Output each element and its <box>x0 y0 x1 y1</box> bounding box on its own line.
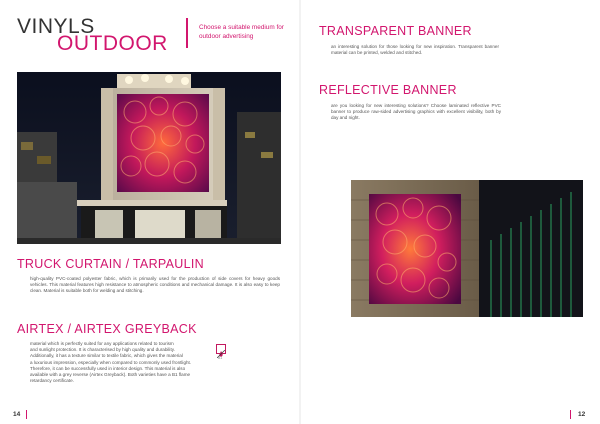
airtex-body-line: Therefore, it can be successfully used in interior design. This material is also <box>30 365 186 371</box>
page-number-divider <box>570 410 571 419</box>
transparent-banner-body: an interesting solution for those looking for new inspiration. Transparent banner material can be printed, welded and stitched. <box>331 44 499 56</box>
page-number-right: 12 <box>578 411 586 418</box>
reflective-banner-photo <box>351 180 583 317</box>
airtex-body-line: retardancy certificate. <box>30 378 74 384</box>
icon-caption: B1 <box>218 356 223 360</box>
building-night-photo <box>17 72 281 244</box>
fire-certificate-icon <box>216 344 226 354</box>
airtex-body-line: available with a grey reverse (Airtex Greyback). Both varieties have a B1 flame <box>30 372 191 378</box>
airtex-body <box>30 341 208 384</box>
title-divider <box>186 18 188 48</box>
tagline: Choose a suitable medium for outdoor advertising <box>199 24 284 40</box>
transparent-banner-heading: TRANSPARENT BANNER <box>319 24 472 38</box>
reflective-banner-body: are you looking for new interesting solutions? Choose laminated reflective PVC banner to produce raw-sided advertising graphics with excellent visibility, both by day and night. <box>331 103 501 121</box>
airtex-heading: AIRTEX / AIRTEX GREYBACK <box>17 322 197 336</box>
title-outdoor: OUTDOOR <box>57 32 168 55</box>
title-vinyls: VINYLS <box>17 15 95 38</box>
airtex-body-line: material which is perfectly suited for any applications related to tourism <box>30 341 174 346</box>
airtex-body-line: and sunlight protection. It is characterised by high quality and durability. <box>30 347 175 353</box>
reflective-banner-heading: REFLECTIVE BANNER <box>319 83 457 97</box>
truck-curtain-body: high-quality PVC-coated polyester fabric, which is primarily used for the production of side covers for heavy goods vehicles. This material features high resistance to atmospheric conditions and mechanical damage. It is also easy to keep clean. Material is suitable both for welding and stitching. <box>30 276 280 294</box>
page-number-left: 14 <box>13 411 21 418</box>
airtex-body-line: a luxurious impression, especially when compared to commonly used frontlight. <box>30 359 192 365</box>
airtex-body-line: Additionally, it has a texture similar to textile fabric, which gives the material <box>30 353 183 359</box>
truck-curtain-heading: TRUCK CURTAIN / TARPAULIN <box>17 257 204 271</box>
page-number-divider <box>26 410 27 419</box>
page-gutter <box>299 0 301 424</box>
